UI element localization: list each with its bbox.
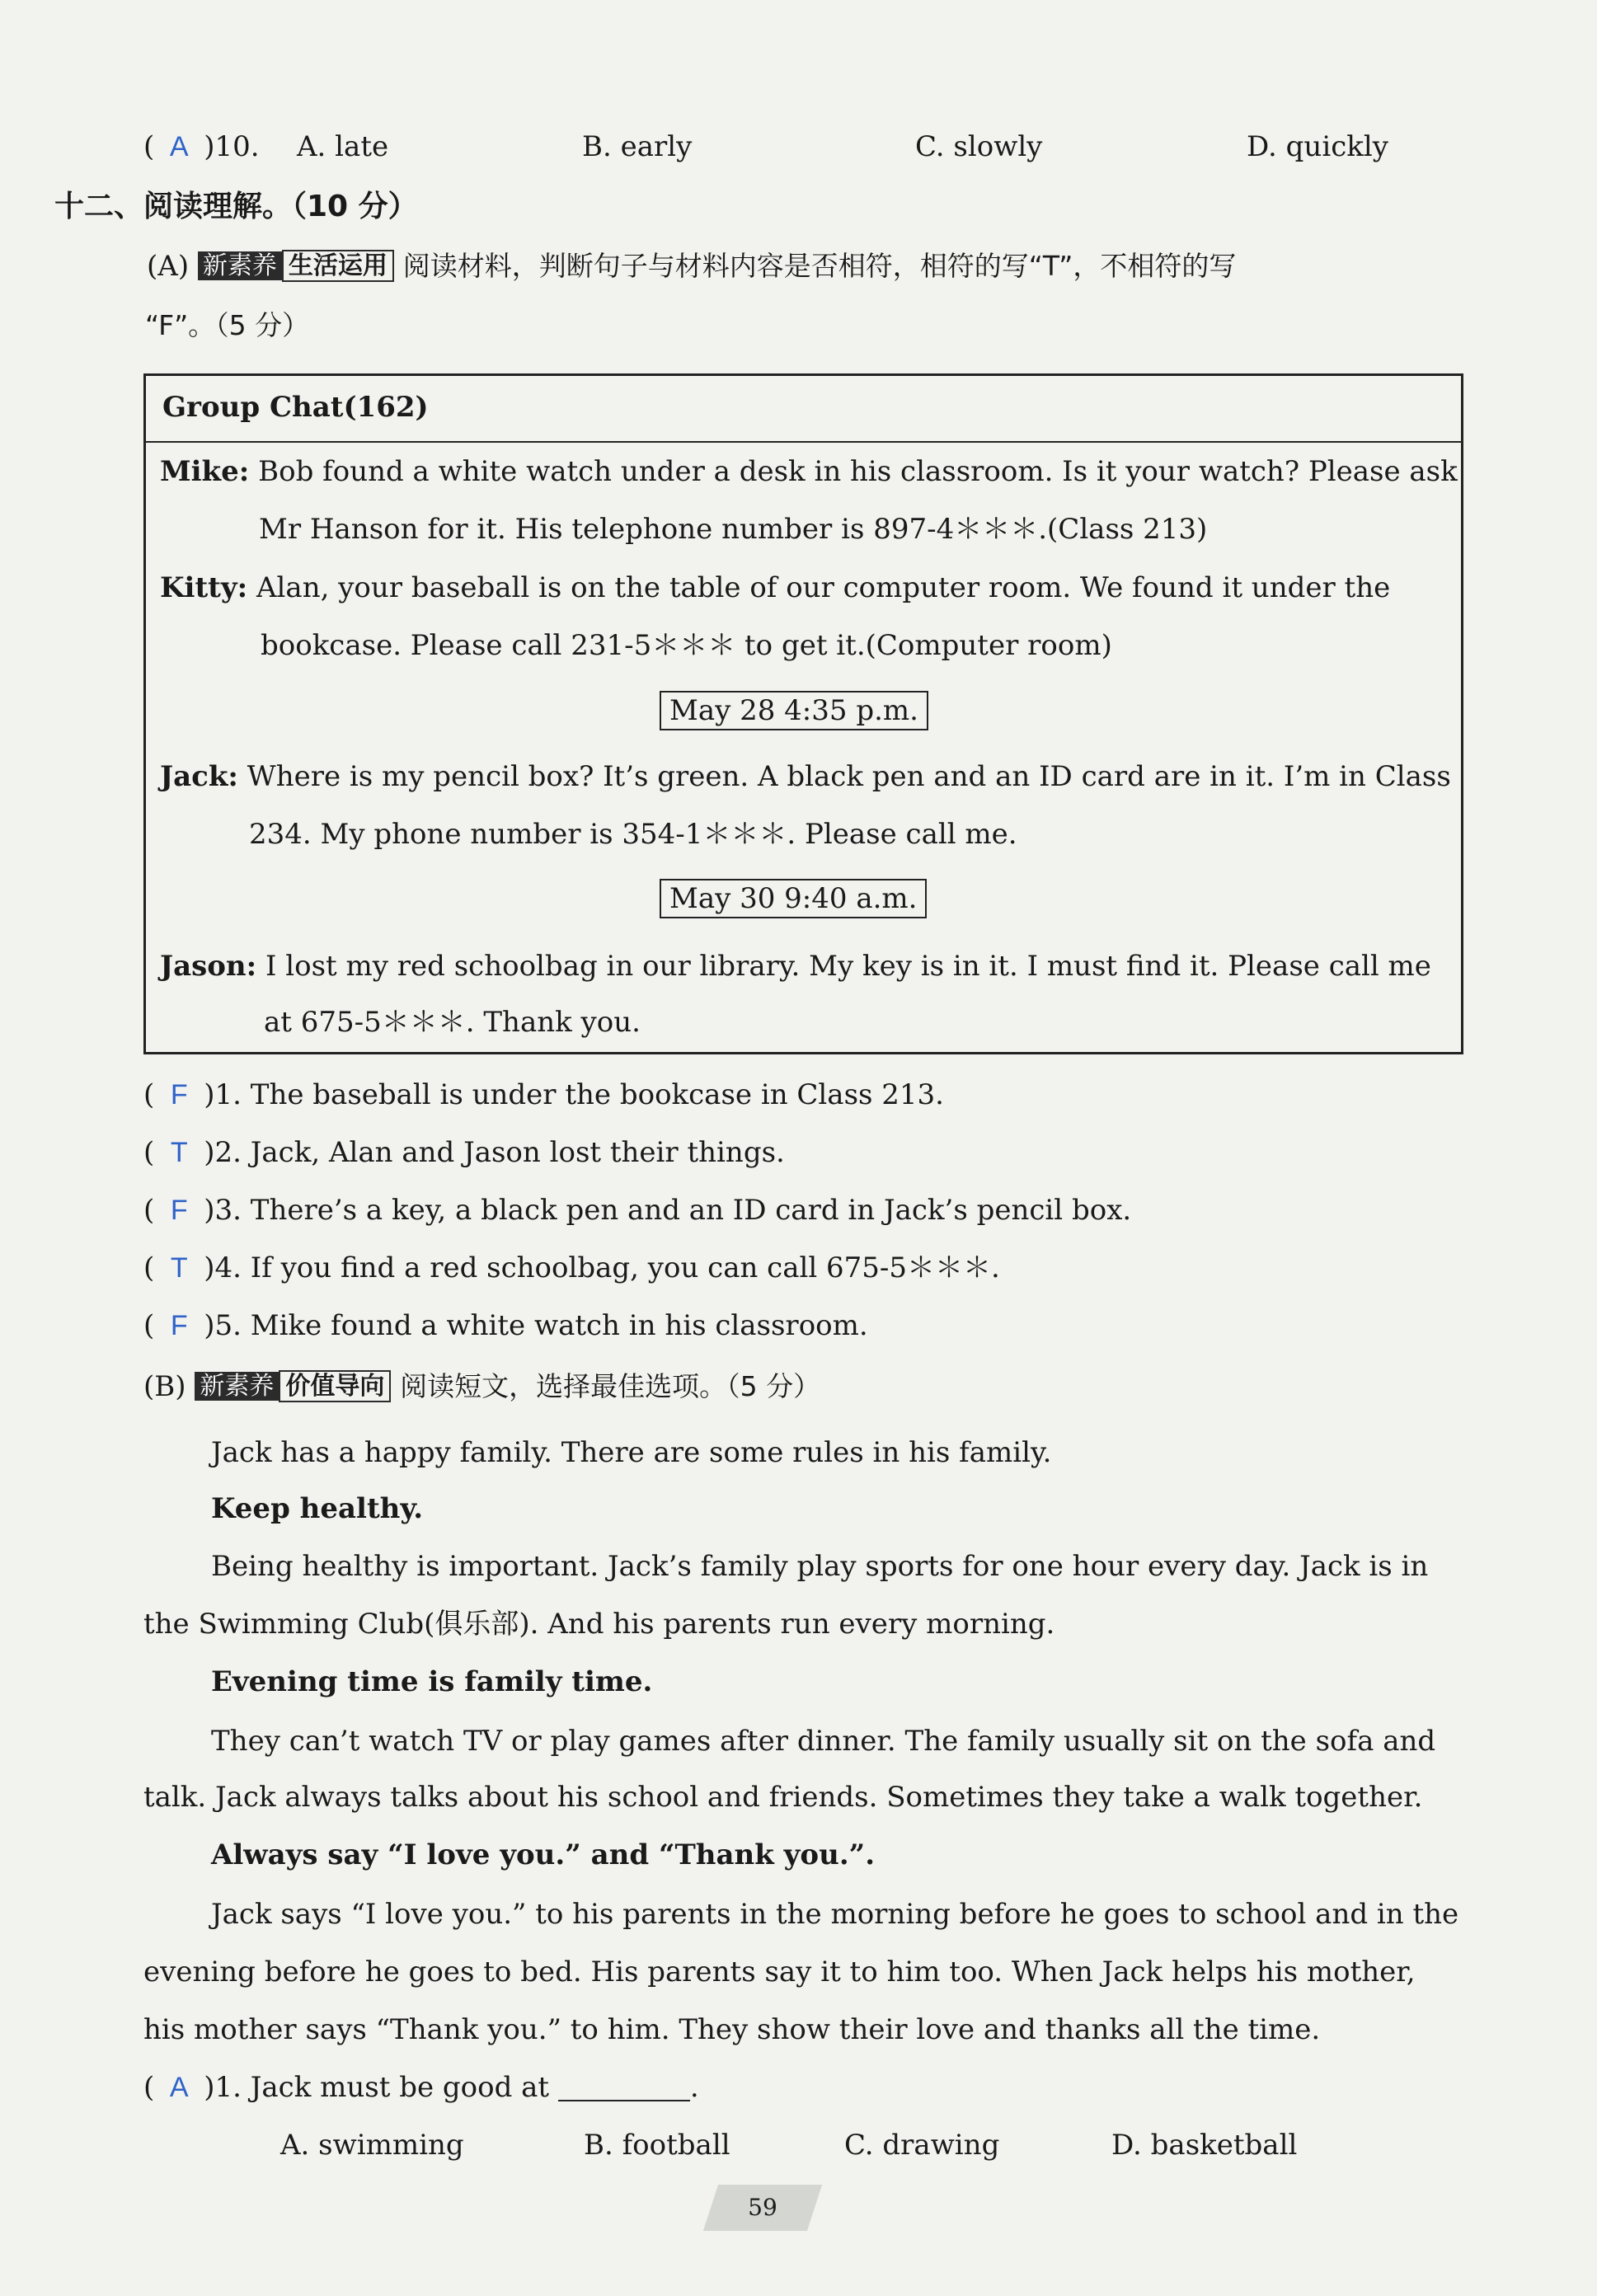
jason-name: Jason: — [160, 950, 257, 983]
chat-jason-line1 — [160, 950, 1431, 983]
question-text: 4. If you find a red schoolbag, you can call 675-5＊＊＊. — [214, 1251, 1000, 1284]
chat-kitty-line1 — [160, 571, 1390, 604]
mike-text-2: Mr Hanson for it. His telephone number is 897-4＊＊＊.(Class 213) — [259, 513, 1208, 546]
answer: F — [170, 1310, 188, 1341]
part-a-instruction-line2: “F”。（5 分） — [145, 309, 310, 341]
kitty-text-1: Alan, your baseball is on the table of our computer room. We found it under the — [256, 571, 1391, 604]
answer: F — [170, 1079, 188, 1110]
jason-text-2: at 675-5＊＊＊. Thank you. — [264, 1006, 641, 1039]
q10-answer: A — [169, 131, 189, 162]
passage-heading-2: Evening time is family time. — [211, 1665, 653, 1698]
tag-light-label: 价值导向 — [279, 1370, 391, 1402]
part-a-question-3: ( F )3. There’s a key, a black pen and an ID card in Jack’s pencil box. — [143, 1194, 1132, 1227]
part-a-tag — [198, 251, 394, 281]
part-a-question-4: ( T )4. If you find a red schoolbag, you can call 675-5＊＊＊. — [143, 1251, 1000, 1284]
question-text: 5. Mike found a white watch in his classroom. — [214, 1309, 868, 1342]
jack-name: Jack: — [160, 760, 238, 793]
passage-p1: Jack has a happy family. There are some rules in his family. — [211, 1436, 1052, 1469]
passage-p3-line2: talk. Jack always talks about his school and friends. Sometimes they take a walk together. — [143, 1781, 1423, 1814]
part-b-instruction — [143, 1370, 820, 1403]
q10-option-d: D. quickly — [1247, 130, 1388, 163]
question-text: 1. Jack must be good at — [214, 2071, 550, 2104]
tag-dark-label: 新素养 — [198, 251, 282, 280]
part-b-prefix: (B) — [143, 1370, 186, 1403]
part-b-tag — [195, 1372, 391, 1402]
tag-light-label: 生活运用 — [282, 250, 394, 282]
part-a-prefix: (A) — [147, 250, 190, 283]
passage-p2-line2: the Swimming Club(俱乐部). And his parents run every morning. — [143, 1608, 1055, 1641]
kitty-text-2: bookcase. Please call 231-5＊＊＊ to get it.(Computer room) — [261, 629, 1112, 662]
q10-option-a: A. late — [297, 130, 389, 163]
answer: T — [170, 1252, 188, 1284]
section-12-title: 十二、阅读理解。（10 分） — [54, 190, 418, 223]
date-stamp-2: May 30 9:40 a.m. — [660, 879, 927, 918]
part-a-question-2: ( T )2. Jack, Alan and Jason lost their things. — [143, 1136, 785, 1169]
chat-jack-line1 — [160, 760, 1451, 793]
answer: A — [169, 2072, 189, 2103]
q10-option-b: B. early — [582, 130, 693, 163]
q1-option-b: B. football — [584, 2129, 730, 2162]
part-a-question-1: ( F )1. The baseball is under the bookcase in Class 213. — [143, 1078, 944, 1111]
passage-p4-line3: his mother says “Thank you.” to him. They show their love and thanks all the time. — [143, 2013, 1321, 2046]
answer-blank — [558, 2075, 690, 2101]
page-number: 59 — [748, 2194, 777, 2221]
question-text: 3. There’s a key, a black pen and an ID card in Jack’s pencil box. — [214, 1194, 1132, 1227]
passage-p3-line1: They can’t watch TV or play games after dinner. The family usually sit on the sofa and — [211, 1725, 1436, 1758]
tag-dark-label: 新素养 — [195, 1372, 279, 1401]
q1-option-c: C. drawing — [844, 2129, 1000, 2162]
part-a-question-5: ( F )5. Mike found a white watch in his classroom. — [143, 1309, 868, 1342]
part-b-instruction-text: 阅读短文，选择最佳选项。（5 分） — [400, 1370, 821, 1402]
part-b-question-1: ( A )1. Jack must be good at . — [143, 2071, 699, 2104]
passage-p2-line1: Being healthy is important. Jack’s family play sports for one hour every day. Jack is in — [211, 1550, 1429, 1583]
kitty-name: Kitty: — [160, 571, 248, 604]
date-stamp-1: May 28 4:35 p.m. — [660, 691, 928, 730]
jack-text-2: 234. My phone number is 354-1＊＊＊. Please call me. — [249, 818, 1017, 851]
passage-p4-line2: evening before he goes to bed. His parents say it to him too. When Jack helps his mother, — [143, 1956, 1416, 1988]
mike-text-1: Bob found a white watch under a desk in his classroom. Is it your watch? Please ask — [258, 455, 1458, 488]
chat-mike-line1 — [160, 455, 1458, 488]
part-a-instruction-text: 阅读材料，判断句子与材料内容是否相符，相符的写“T”，不相符的写 — [402, 250, 1237, 282]
q1-option-a: A. swimming — [280, 2129, 464, 2162]
part-a-instruction-line1 — [147, 250, 1236, 283]
mike-name: Mike: — [160, 455, 250, 488]
q10-line: ( A )10. — [143, 130, 260, 163]
jason-text-1: I lost my red schoolbag in our library. My key is in it. I must find it. Please call me — [265, 950, 1431, 983]
answer: F — [170, 1195, 188, 1226]
page-number-badge — [703, 2185, 822, 2231]
chat-title: Group Chat(162) — [162, 391, 429, 424]
chat-header — [146, 376, 1461, 443]
question-text: 1. The baseball is under the bookcase in Class 213. — [214, 1078, 944, 1111]
passage-heading-3: Always say “I love you.” and “Thank you.”. — [211, 1838, 876, 1871]
question-text: 2. Jack, Alan and Jason lost their things. — [214, 1136, 785, 1169]
q1-option-d: D. basketball — [1111, 2129, 1298, 2162]
jack-text-1: Where is my pencil box? It’s green. A black pen and an ID card are in it. I’m in Class — [247, 760, 1451, 793]
q10-number: 10. — [214, 130, 260, 163]
q10-option-c: C. slowly — [915, 130, 1043, 163]
passage-p4-line1: Jack says “I love you.” to his parents in the morning before he goes to school and in the — [211, 1898, 1459, 1931]
passage-heading-1: Keep healthy. — [211, 1492, 424, 1525]
answer: T — [170, 1137, 188, 1168]
